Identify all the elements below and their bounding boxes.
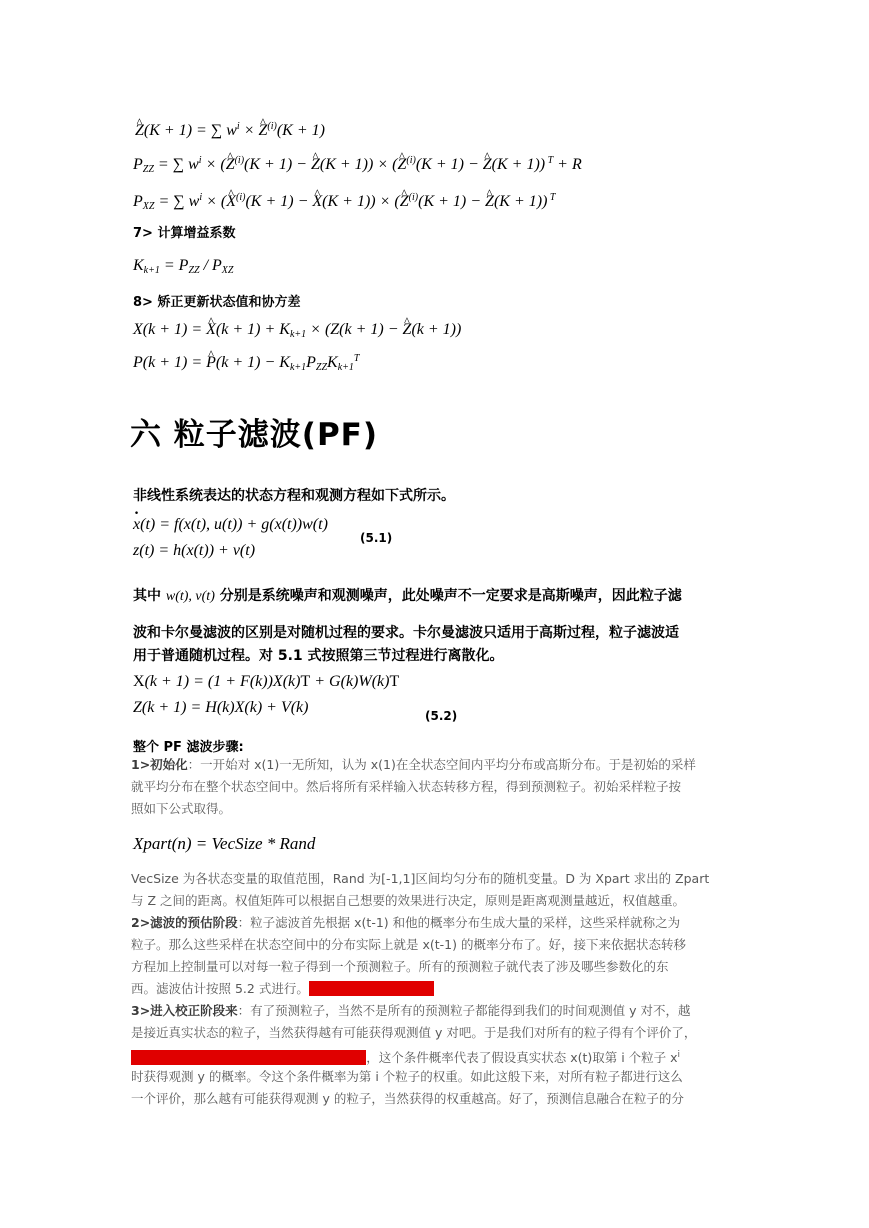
correct-paragraph-line-4: 时获得观测 y 的概率。令这个条件概率为第 i 个粒子的权重。如此这般下来，对所有粒子都进行这么 (131, 1069, 683, 1084)
intro-text: 非线性系统表达的状态方程和观测方程如下式所示。 (133, 488, 455, 504)
equation-z-hat: ^ Z(K + 1) = ∑ $w^i$ × ^ $Z^{(i)}(K + 1)$ (135, 117, 325, 141)
correct-paragraph-line-1: 3>进入校正阶段来：有了预测粒子，当然不是所有的预测粒子都能得到我们的时间观测值 y 对不，越 (131, 1003, 691, 1018)
equation-pxz: $P_{XZ}$ = ∑ $w^i$ × (^ $X^{(i)}(K + 1)$ − ^ X(K + 1)) × (^ $Z^{(i)}(K + 1)$ − ^ Z(K + 1)) $^T$ (133, 188, 555, 217)
equation-continuous-state: · x(t) = f(x(t), u(t)) + g(x(t))w(t) (133, 515, 328, 535)
equation-number-5-1: (5.1) (360, 531, 393, 545)
predict-paragraph-line-4: 西。滤波估计按照 5.2 式进行。这就是预测粒子的分布 (131, 981, 434, 996)
init-paragraph-line-1: 1>初始化：一开始对 x(1)一无所知，认为 x(1)在全状态空间内平均分布或高斯分布。于是初始的采样 (131, 757, 696, 772)
init-paragraph-line-2: 就平均分布在整个状态空间中。然后将所有采样输入状态转移方程，得到预测粒子。初始采样粒子按 (131, 779, 682, 794)
correct-paragraph-line-3: 这个评价就是一个条件概率 P(y|xi) 不是吗，这个条件概率代表了假设真实状态 x(t)取第 i 个粒子 $x^i$ (131, 1050, 681, 1066)
redacted-highlight: 这就是预测粒子的分布 (308, 981, 434, 996)
equation-xpart: Xpart(n) = VecSize * Rand (133, 834, 316, 853)
equation-continuous-obs: z(t) = h(x(t)) + v(t) (133, 542, 256, 559)
step-8-title: 8> 矫正更新状态值和协方差 (133, 295, 301, 310)
init-paragraph-line-3: 照如下公式取得。 (131, 801, 232, 816)
predict-paragraph-line-2: 粒子。那么这些采样在状态空间中的分布实际上就是 x(t-1) 的概率分布了。好，接下来依据状态转移 (131, 937, 686, 952)
equation-gain: $K_{k+1} = P_{ZZ} / P_{XZ}$ (133, 257, 234, 276)
predict-paragraph-line-3: 方程加上控制量可以对每一粒子得到一个预测粒子。所有的预测粒子就代表了涉及哪些参数化的东 (131, 959, 669, 974)
noise-paragraph-line-1: 其中 w(t), v(t) 分别是系统噪声和观测噪声，此处噪声不一定要求是高斯噪声，因此粒子滤 (133, 588, 682, 604)
step-7-title: 7> 计算增益系数 (133, 226, 236, 241)
correct-paragraph-line-2: 是接近真实状态的粒子，当然获得越有可能获得观测值 y 对吧。于是我们对所有的粒子得有个评价了， (131, 1025, 697, 1040)
steps-title: 整个 PF 滤波步骤: (133, 740, 244, 755)
noise-paragraph-line-2: 波和卡尔曼滤波的区别是对随机过程的要求。卡尔曼滤波只适用于高斯过程，粒子滤波适 (133, 625, 679, 641)
equation-discrete-state: X(k + 1) = (1 + F(k))X(k)T + G(k)W(k)T (133, 673, 400, 690)
vecsize-paragraph-line-2: 与 Z 之间的距离。权值矩阵可以根据自己想要的效果进行决定，原则是距离观测量越近，权值越重。 (131, 893, 686, 908)
vecsize-paragraph-line-1: VecSize 为各状态变量的取值范围，Rand 为[-1,1]区间均匀分布的随机变量。D 为 Xpart 求出的 Zpart (131, 871, 710, 886)
correct-paragraph-line-5: 一个评价，那么越有可能获得观测 y 的粒子，当然获得的权重越高。好了，预测信息融合在粒子的分 (131, 1091, 684, 1106)
equation-pzz: $P_{ZZ}$ = ∑ $w^i$ × (^ $Z^{(i)}(K + 1)$ − ^ Z(K + 1)) × (^ $Z^{(i)}(K + 1)$ − ^ Z(K + 1)) $^T$ + R (133, 151, 582, 180)
noise-paragraph-line-3: 用于普通随机过程。对 5.1 式按照第三节过程进行离散化。 (133, 648, 504, 664)
equation-number-5-2: (5.2) (425, 709, 458, 723)
equation-discrete-obs: Z(k + 1) = H(k)X(k) + V(k) (133, 699, 309, 716)
equation-state-update: X(k + 1) = ^ $X(k + 1) + K_{k+1} \times (Z(k + 1)$ − ^ Z(k + 1)) (133, 320, 461, 345)
section-heading: 六 粒子滤波(PF) (130, 417, 379, 453)
predict-paragraph-line-1: 2>滤波的预估阶段：粒子滤波首先根据 x(t-1) 和他的概率分布生成大量的采样，这些采样就称之为 (131, 915, 681, 930)
equation-cov-update: P(k + 1) = ^ $P(k + 1) - K_{k+1}P_{ZZ}K_{k+1}^T$ (133, 349, 359, 378)
redacted-highlight: 这个评价就是一个条件概率 P(y|xi) 不是吗 (131, 1050, 367, 1066)
